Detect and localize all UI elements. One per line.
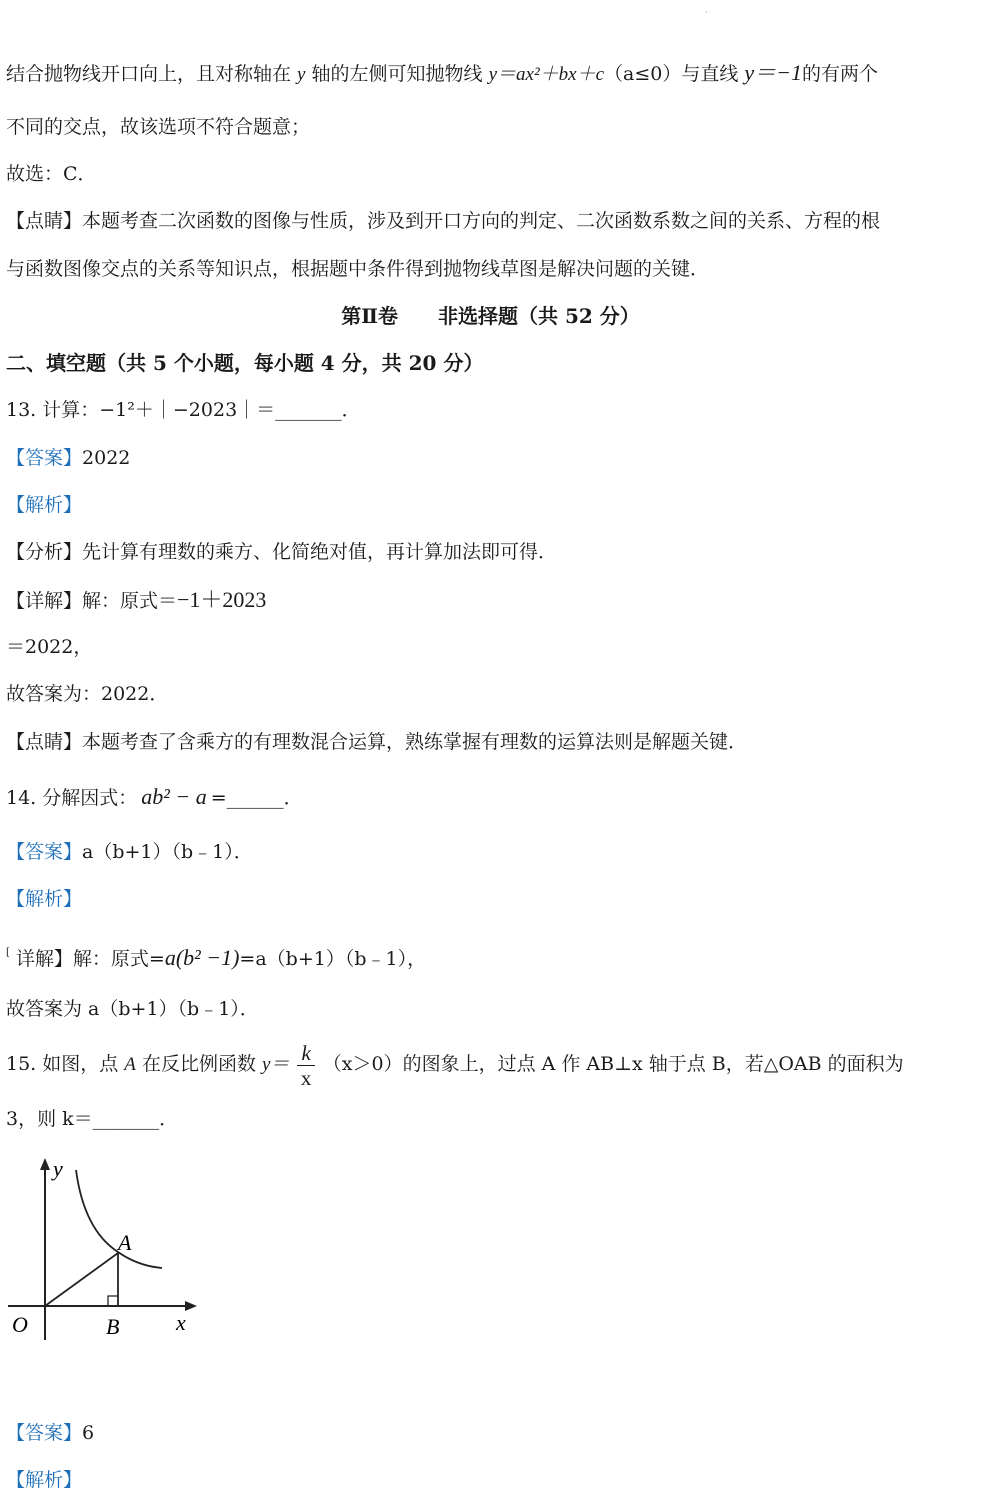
q15-question-line-1	[6, 1038, 904, 1091]
fraction-k-over-x	[297, 1041, 314, 1090]
label-x: x	[176, 1310, 186, 1335]
x-axis-arrow	[185, 1301, 197, 1311]
condition: （a≤0）	[604, 63, 682, 85]
answer-tag: 【答案】	[6, 1422, 83, 1444]
text: 的有两个	[802, 63, 879, 85]
q15-figure	[0, 1150, 210, 1350]
parabola-equation: y＝ax²＋bx＋c	[488, 64, 605, 85]
para-line-3: 故选：C．	[6, 163, 97, 185]
q15-analysis-tag: 【解析】	[6, 1469, 83, 1491]
text: （x＞0）的图象上，过点 A 作 AB⊥x 轴于点 B，若△OAB 的面积为	[322, 1053, 904, 1075]
part-heading: 二、填空题（共 5 个小题，每小题 4 分，共 20 分）	[6, 351, 484, 375]
text: =______．	[210, 787, 303, 809]
label-B: B	[106, 1314, 120, 1339]
q13-question: 13. 计算：−1²＋｜−2023｜＝_______．	[6, 399, 361, 421]
xiangjie-expr: −1＋2023	[177, 587, 267, 612]
text: 详解】解：原式=	[15, 948, 165, 970]
top-mark: ·	[705, 8, 708, 18]
segment-OA	[45, 1253, 118, 1306]
q15-answer	[6, 1420, 94, 1446]
q14-conclusion: 故答案为 a（b+1）（b﹣1）．	[6, 998, 259, 1020]
text: 15. 如图，点	[6, 1053, 125, 1075]
fraction-numerator: k	[297, 1041, 314, 1066]
right-angle-mark	[108, 1296, 118, 1306]
q14-xiangjie	[6, 940, 426, 972]
text: 在反比例函数	[135, 1053, 262, 1075]
q13-dianjing: 【点睛】本题考查了含乘方的有理数混合运算，熟练掌握有理数的运算法则是解题关键．	[6, 731, 748, 753]
q13-answer	[6, 445, 130, 471]
para-line-1	[6, 60, 878, 88]
text: 14. 分解因式：	[6, 787, 138, 809]
q14-answer	[6, 839, 253, 865]
text: =a（b+1）（b﹣1），	[239, 948, 427, 970]
answer-value: a（b+1）（b﹣1）．	[82, 841, 253, 863]
answer-value: 2022	[82, 447, 131, 469]
label-O: O	[12, 1312, 28, 1337]
q14-factor-expr: a(b² −1)	[164, 945, 240, 970]
q14-analysis-tag: 【解析】	[6, 888, 83, 910]
text: 轴的左侧可知抛物线	[305, 63, 489, 85]
dianjing-line-1: 【点睛】本题考查二次函数的图像与性质，涉及到开口方向的判定、二次函数系数之间的关系、方程的根	[6, 210, 881, 232]
q13-analysis-tag: 【解析】	[6, 494, 83, 516]
point-label: A	[124, 1054, 136, 1075]
y-axis-arrow	[40, 1158, 50, 1170]
answer-tag: 【答案】	[6, 447, 83, 469]
q13-fenxi: 【分析】先计算有理数的乘方、化简绝对值，再计算加法即可得．	[6, 541, 558, 563]
section-title: 第Ⅱ卷 非选择题（共 52 分）	[341, 304, 640, 328]
var-y: y	[297, 64, 306, 85]
fraction-denominator: x	[300, 1065, 312, 1090]
dianjing-line-2: 与函数图像交点的关系等知识点，根据题中条件得到抛物线草图是解决问题的关键．	[6, 258, 710, 280]
label-y: y	[53, 1156, 63, 1181]
para-line-2: 不同的交点，故该选项不符合题意；	[6, 116, 311, 138]
line-equation: y＝−1	[744, 60, 803, 85]
xiangjie-label: 【详解】解：原式＝	[6, 590, 178, 612]
q13-step2: ＝2022，	[6, 636, 93, 658]
answer-tag: 【答案】	[6, 841, 83, 863]
text: 结合抛物线开口向上，且对称轴在	[6, 63, 298, 85]
q14-question	[6, 784, 303, 811]
text: 与直线	[681, 63, 745, 85]
label-A: A	[118, 1230, 132, 1255]
bracket-fragment: [	[6, 947, 10, 958]
q15-question-line-2: 3，则 k＝_______．	[6, 1108, 179, 1130]
q14-expression: ab² − a	[141, 784, 207, 809]
y-equals: y＝	[262, 1054, 290, 1075]
q13-conclusion: 故答案为：2022．	[6, 683, 169, 705]
q13-xiangjie	[6, 587, 266, 614]
answer-value: 6	[82, 1422, 95, 1444]
